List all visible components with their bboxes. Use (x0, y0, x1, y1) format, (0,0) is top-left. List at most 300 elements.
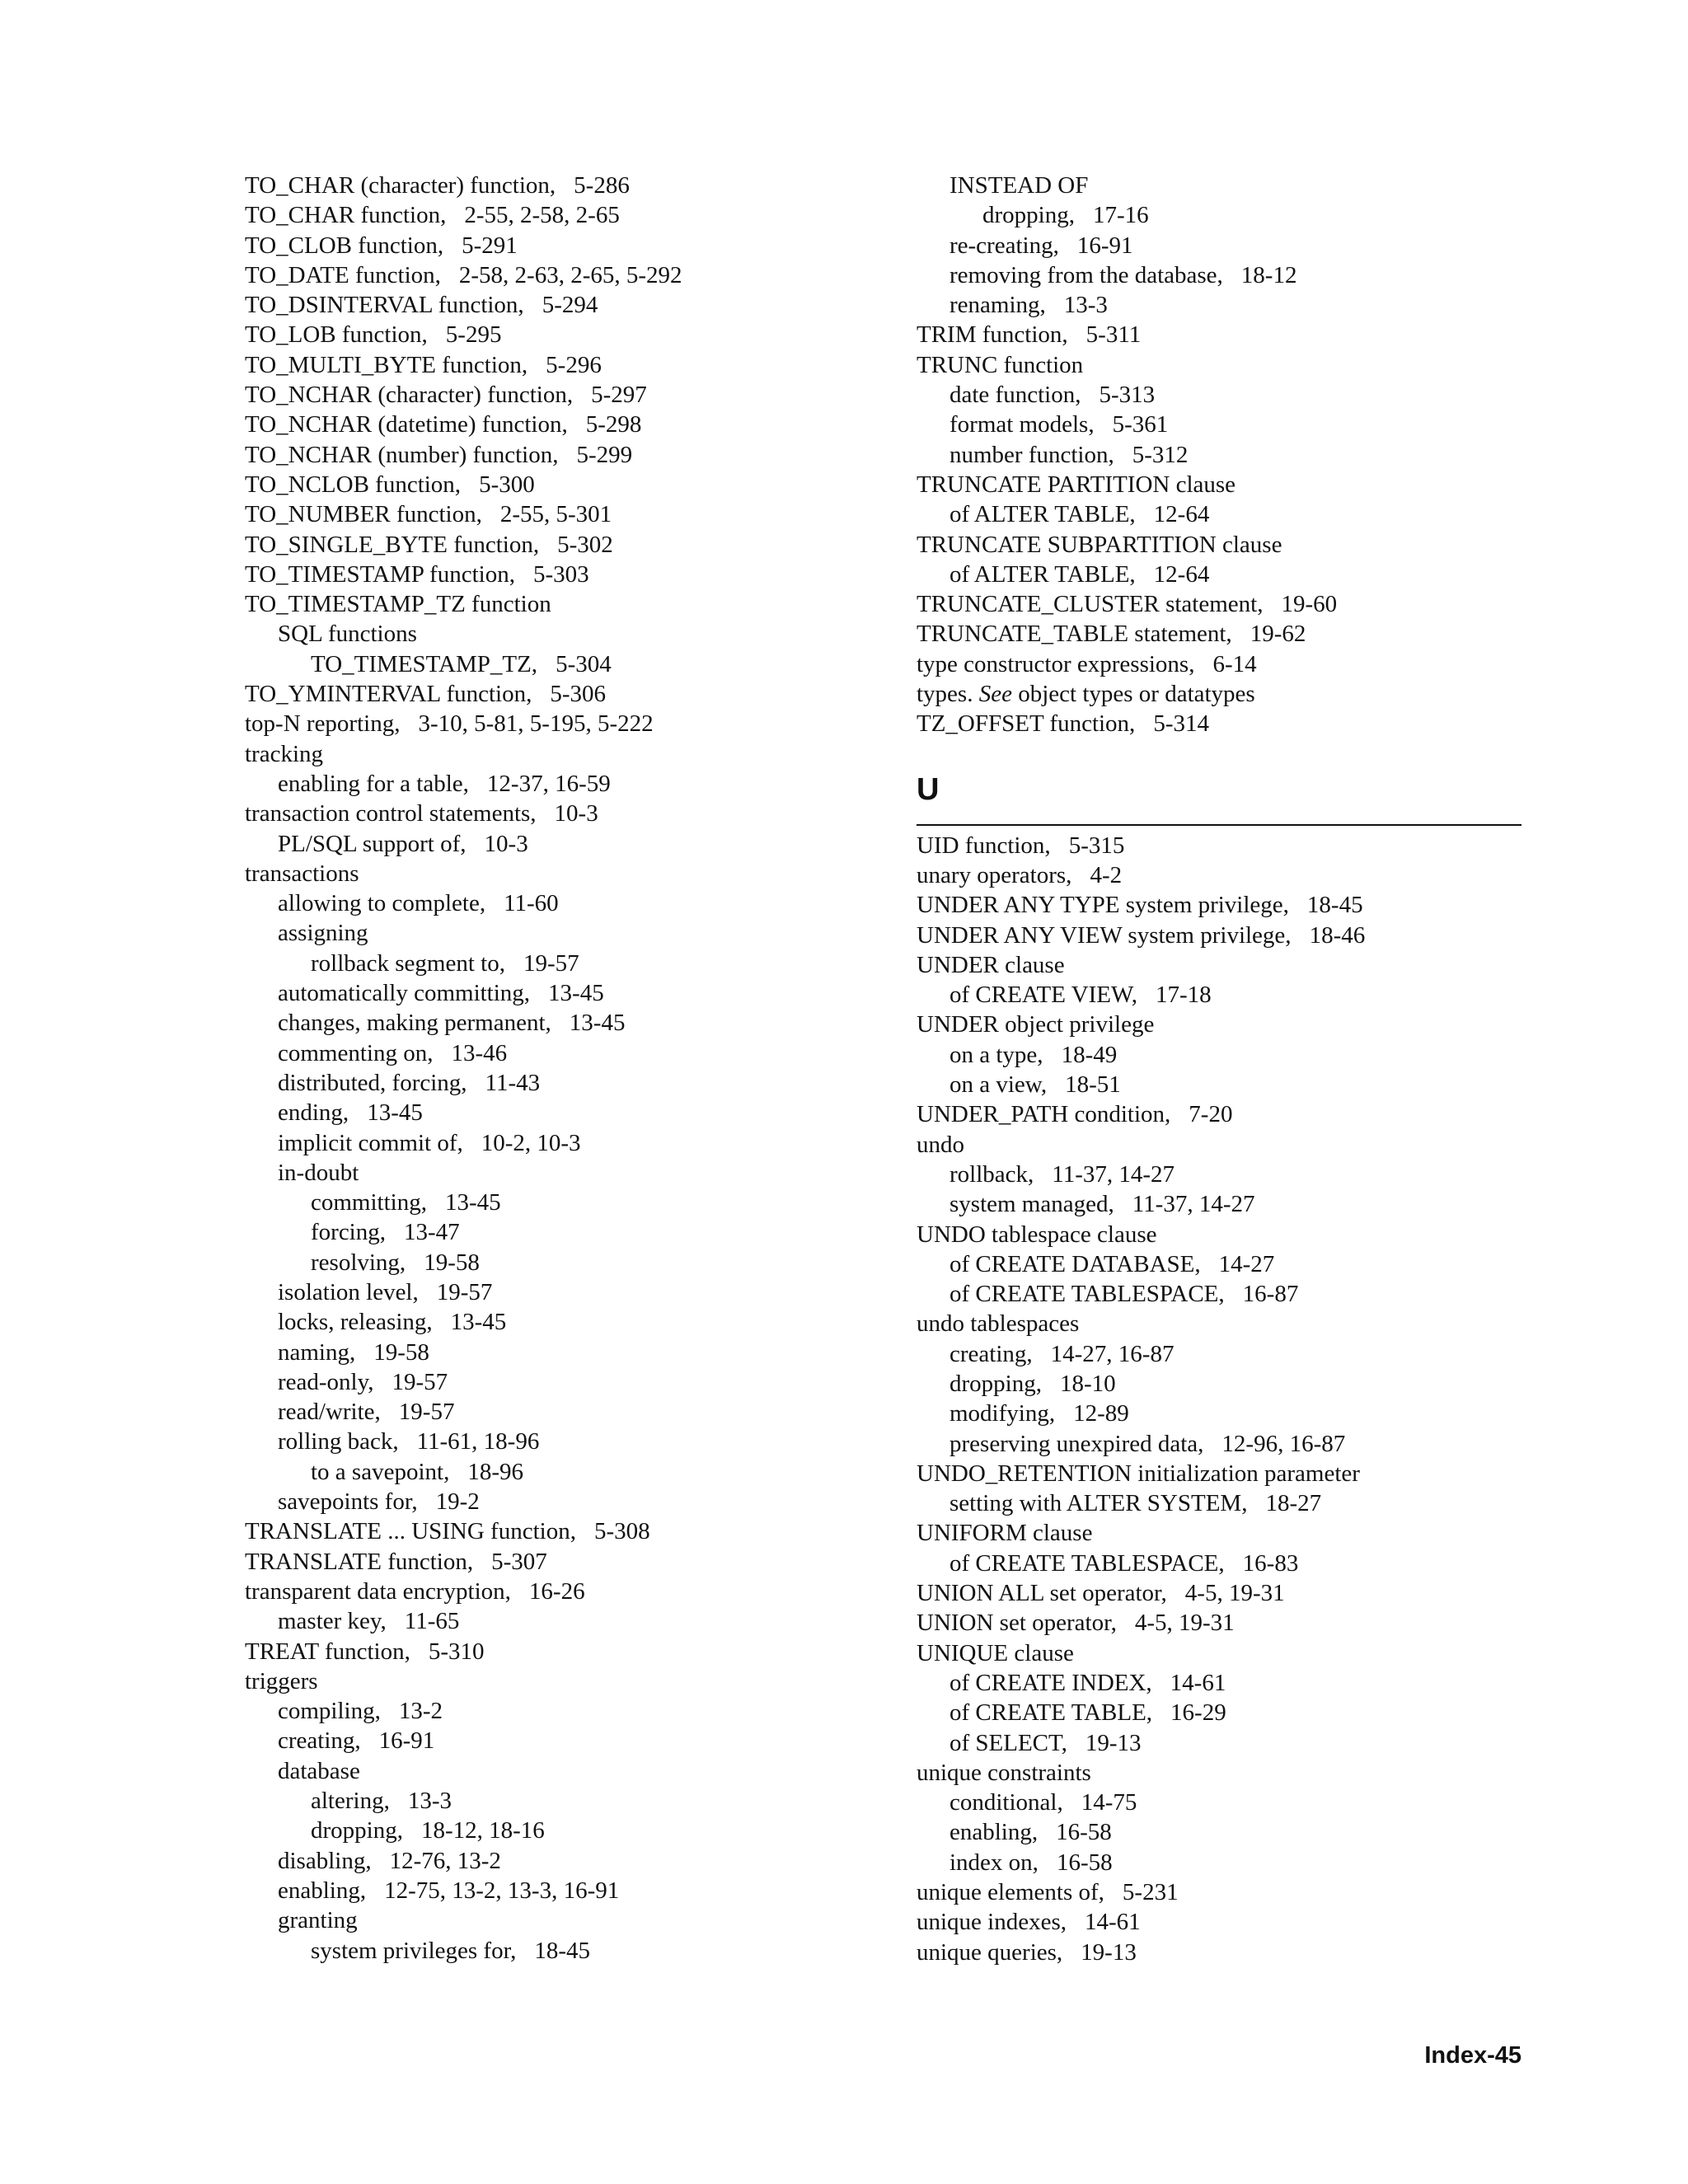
index-term: types. (917, 681, 973, 708)
index-entry (917, 589, 1522, 619)
index-entry (245, 1248, 855, 1277)
index-entry (917, 171, 1522, 200)
index-term: rollback, (950, 1160, 1034, 1188)
page-references: 16-83 (1242, 1549, 1299, 1577)
index-entry (917, 619, 1522, 649)
page-references: 18-10 (1059, 1370, 1116, 1397)
index-term: UNDER_PATH condition, (917, 1101, 1171, 1128)
page-references: 11-61, 18-96 (416, 1428, 540, 1455)
index-entry (245, 1128, 855, 1158)
index-term: triggers (245, 1667, 318, 1694)
index-term: creating, (278, 1727, 361, 1755)
index-entry (245, 1008, 855, 1038)
index-entry (245, 1786, 855, 1816)
index-term: TZ_OFFSET function, (917, 710, 1136, 738)
index-term: UNDER ANY TYPE system privilege, (917, 892, 1289, 919)
index-term: UID function, (917, 832, 1051, 859)
see-reference-target: object types or datatypes (1018, 681, 1255, 708)
page-references: 5-307 (491, 1548, 547, 1575)
index-term: format models, (950, 411, 1095, 438)
page-references: 13-45 (548, 980, 604, 1007)
page-references: 13-45 (450, 1309, 507, 1336)
page-references: 2-58, 2-63, 2-65, 5-292 (458, 261, 682, 288)
index-entry (245, 1068, 855, 1098)
index-term: to a savepoint, (311, 1458, 450, 1485)
index-term: transaction control statements, (245, 800, 537, 827)
index-entry (917, 1848, 1522, 1877)
index-entry (245, 1516, 855, 1546)
index-entry (917, 831, 1522, 860)
page-references: 5-303 (532, 560, 589, 588)
index-entry (917, 1429, 1522, 1459)
index-term: unique queries, (917, 1938, 1063, 1966)
index-term: implicit commit of, (278, 1129, 463, 1156)
index-term: master key, (278, 1608, 387, 1635)
index-entry (917, 1549, 1522, 1578)
index-entry (917, 1220, 1522, 1249)
index-entry (917, 890, 1522, 920)
index-term: index on, (950, 1849, 1039, 1876)
index-term: undo (917, 1131, 964, 1158)
index-term: unique indexes, (917, 1909, 1067, 1936)
index-term: TRUNCATE PARTITION clause (917, 471, 1236, 498)
page-references: 18-45 (534, 1937, 590, 1964)
page-references: 16-58 (1056, 1849, 1113, 1876)
index-entry (245, 410, 855, 439)
index-term: of ALTER TABLE, (950, 560, 1136, 588)
index-term: TRUNCATE_CLUSTER statement, (917, 591, 1264, 618)
page-references: 13-46 (451, 1039, 508, 1066)
index-term: top-N reporting, (245, 710, 401, 738)
page-references: 13-3 (407, 1788, 452, 1815)
index-term: TRANSLATE ... USING function, (245, 1518, 576, 1545)
page-references: 12-64 (1153, 560, 1210, 588)
index-term: TO_TIMESTAMP_TZ, (311, 650, 538, 677)
index-entry (917, 1518, 1522, 1548)
index-group-u (917, 831, 1522, 1967)
page-references: 11-60 (504, 890, 559, 917)
index-term: dropping, (950, 1370, 1042, 1397)
index-term: dropping, (982, 202, 1075, 229)
page-references: 14-27 (1218, 1250, 1275, 1277)
page-references: 12-64 (1153, 501, 1210, 528)
index-column-right (917, 171, 1522, 1967)
index-term: changes, making permanent, (278, 1010, 551, 1037)
page-references: 5-311 (1085, 321, 1142, 349)
index-term: distributed, forcing, (278, 1069, 467, 1096)
index-term: modifying, (950, 1400, 1056, 1427)
section-header-u (917, 763, 1522, 826)
index-entry (245, 171, 855, 200)
index-term: UNIFORM clause (917, 1520, 1093, 1547)
index-entry (917, 1099, 1522, 1129)
index-term: TRANSLATE function, (245, 1548, 474, 1575)
index-term: re-creating, (950, 232, 1059, 259)
page-references: 19-13 (1081, 1938, 1137, 1966)
index-term: system managed, (950, 1191, 1114, 1218)
index-entry (245, 1338, 855, 1367)
index-term: UNION ALL set operator, (917, 1580, 1167, 1607)
index-entry (917, 1279, 1522, 1309)
index-entry (917, 380, 1522, 410)
index-term: TO_YMINTERVAL function, (245, 681, 532, 708)
page-references: 10-3 (554, 800, 598, 827)
index-entry (917, 950, 1522, 980)
index-entry (917, 1010, 1522, 1039)
index-entry (245, 1397, 855, 1427)
index-entry (245, 1606, 855, 1636)
index-term: ending, (278, 1099, 349, 1127)
index-term: forcing, (311, 1219, 386, 1246)
index-entry (245, 1307, 855, 1337)
index-term: database (278, 1757, 360, 1784)
index-entry (917, 1877, 1522, 1907)
page-references: 5-286 (574, 172, 630, 199)
page-references: 5-304 (556, 650, 612, 677)
page-references: 19-2 (435, 1488, 480, 1516)
page-number: Index-45 (1424, 2042, 1522, 2069)
index-term: TO_DSINTERVAL function, (245, 292, 524, 319)
index-entry (245, 260, 855, 290)
index-term: undo tablespaces (917, 1310, 1080, 1338)
index-term: unique elements of, (917, 1879, 1104, 1906)
index-term: UNIQUE clause (917, 1639, 1074, 1666)
index-term: number function, (950, 441, 1114, 468)
index-term: type constructor expressions, (917, 650, 1195, 677)
index-entry (245, 440, 855, 470)
section-letter: U (917, 771, 940, 807)
index-term: savepoints for, (278, 1488, 418, 1516)
index-term: setting with ALTER SYSTEM, (950, 1490, 1248, 1517)
index-term: commenting on, (278, 1039, 434, 1066)
index-term: UNDER object privilege (917, 1011, 1155, 1038)
page-references: 5-300 (479, 471, 535, 498)
page-references: 18-96 (467, 1458, 523, 1485)
index-term: rollback segment to, (311, 949, 505, 977)
index-entry (917, 290, 1522, 320)
index-entry (917, 1249, 1522, 1279)
index-entry (917, 1130, 1522, 1160)
index-term: removing from the database, (950, 261, 1223, 288)
index-column-left (245, 171, 855, 1966)
index-entry (917, 200, 1522, 230)
page-references: 19-57 (436, 1278, 493, 1305)
page-references: 4-5, 19-31 (1184, 1580, 1285, 1607)
index-term: TO_TIMESTAMP_TZ function (245, 591, 551, 618)
index-entry (245, 1876, 855, 1905)
index-term: date function, (950, 382, 1081, 409)
index-entry (245, 231, 855, 260)
page-references: 16-87 (1242, 1281, 1299, 1308)
index-term: TO_LOB function, (245, 321, 428, 349)
index-entry (245, 290, 855, 320)
index-entry (245, 1936, 855, 1966)
index-term: of ALTER TABLE, (950, 501, 1136, 528)
index-term: PL/SQL support of, (278, 830, 467, 857)
index-entry (917, 1040, 1522, 1070)
index-entry (245, 530, 855, 560)
index-term: TO_NUMBER function, (245, 501, 482, 528)
index-entry (917, 679, 1522, 709)
index-entry (245, 1427, 855, 1456)
index-term: TRUNC function (917, 351, 1084, 378)
page-references: 17-16 (1092, 202, 1149, 229)
page-references: 5-295 (445, 321, 502, 349)
page-references: 16-91 (378, 1727, 435, 1755)
index-term: TO_NCLOB function, (245, 471, 462, 498)
index-term: TO_TIMESTAMP function, (245, 560, 515, 588)
index-term: compiling, (278, 1698, 381, 1725)
index-term: assigning (278, 920, 368, 947)
index-term: enabling, (278, 1877, 367, 1904)
index-entry (917, 1369, 1522, 1399)
page-references: 14-61 (1170, 1669, 1226, 1696)
index-term: rolling back, (278, 1428, 399, 1455)
index-term: locks, releasing, (278, 1309, 433, 1336)
page-references: 5-308 (593, 1518, 650, 1545)
index-term: UNION set operator, (917, 1610, 1117, 1637)
index-entry (917, 1459, 1522, 1488)
index-entry (245, 350, 855, 380)
index-term: isolation level, (278, 1278, 419, 1305)
index-term: tracking (245, 740, 324, 767)
index-term: of CREATE TABLESPACE, (950, 1549, 1225, 1577)
index-term: read-only, (278, 1368, 374, 1395)
page-references: 18-51 (1065, 1071, 1121, 1099)
index-term: of SELECT, (950, 1729, 1067, 1756)
index-entry (917, 1638, 1522, 1668)
index-entry (245, 1098, 855, 1127)
page-references: 17-18 (1155, 982, 1212, 1009)
index-term: TO_CHAR function, (245, 202, 447, 229)
index-term: renaming, (950, 292, 1046, 319)
index-term: in-doubt (278, 1159, 359, 1186)
page-references: 19-57 (523, 949, 579, 977)
page-references: 12-37, 16-59 (486, 770, 611, 797)
index-entry (917, 231, 1522, 260)
index-term: INSTEAD OF (950, 172, 1089, 199)
index-term: of CREATE INDEX, (950, 1669, 1152, 1696)
page-references: 18-46 (1309, 921, 1366, 949)
index-term: committing, (311, 1189, 427, 1216)
index-entry (245, 1905, 855, 1935)
page-references: 5-294 (542, 292, 598, 319)
index-entry (245, 589, 855, 619)
index-entry (245, 200, 855, 230)
index-entry (245, 769, 855, 799)
page-references: 18-12 (1240, 261, 1297, 288)
page-references: 5-310 (428, 1638, 485, 1665)
index-entry (245, 1577, 855, 1606)
index-entry (917, 499, 1522, 529)
page-references: 2-55, 2-58, 2-65 (464, 202, 620, 229)
page-references: 10-3 (484, 830, 528, 857)
page-references: 5-299 (576, 441, 633, 468)
index-entry (917, 530, 1522, 560)
index-term: dropping, (311, 1817, 403, 1844)
index-term: TO_CHAR (character) function, (245, 172, 556, 199)
page-references: 11-37, 14-27 (1132, 1191, 1255, 1218)
index-entry (917, 1488, 1522, 1518)
page-references: 14-61 (1085, 1909, 1141, 1936)
index-term: TRUNCATE_TABLE statement, (917, 621, 1232, 648)
index-entry (917, 1608, 1522, 1638)
page-references: 13-47 (404, 1219, 460, 1246)
page-references: 12-76, 13-2 (389, 1847, 501, 1874)
index-entry (917, 921, 1522, 950)
page-references: 19-58 (424, 1249, 480, 1276)
index-term: TRIM function, (917, 321, 1068, 349)
index-entry (917, 470, 1522, 499)
index-term: enabling for a table, (278, 770, 469, 797)
index-term: disabling, (278, 1847, 372, 1874)
index-entry (917, 410, 1522, 439)
index-entry (245, 1756, 855, 1786)
index-entry (917, 1339, 1522, 1369)
index-entry (917, 709, 1522, 738)
index-term: TO_NCHAR (character) function, (245, 382, 574, 409)
index-term: resolving, (311, 1249, 406, 1276)
index-entry (917, 1578, 1522, 1608)
page-references: 5-291 (462, 232, 518, 259)
index-term: allowing to complete, (278, 890, 486, 917)
page-references: 5-296 (546, 351, 602, 378)
index-entry (917, 1758, 1522, 1788)
index-entry (245, 1547, 855, 1577)
index-entry (917, 1698, 1522, 1727)
index-entry (917, 1817, 1522, 1847)
page-references: 5-312 (1132, 441, 1189, 468)
index-term: conditional, (950, 1789, 1063, 1816)
index-term: UNDO_RETENTION initialization parameter (917, 1460, 1360, 1487)
index-entry (245, 1816, 855, 1845)
index-entry (245, 499, 855, 529)
index-term: on a type, (950, 1041, 1043, 1068)
page-references: 14-27, 16-87 (1050, 1340, 1175, 1367)
index-entry (245, 1367, 855, 1397)
index-entry (245, 679, 855, 709)
index-term: TO_NCHAR (number) function, (245, 441, 559, 468)
index-term: of CREATE TABLE, (950, 1699, 1153, 1727)
index-entry (917, 1668, 1522, 1698)
page-references: 12-96, 16-87 (1221, 1430, 1346, 1457)
page-references: 19-57 (392, 1368, 448, 1395)
page-references: 5-313 (1099, 382, 1156, 409)
index-entry (245, 1158, 855, 1188)
index-term: read/write, (278, 1399, 381, 1426)
page-references: 13-45 (444, 1189, 501, 1216)
page-references: 5-314 (1153, 710, 1209, 738)
index-entry (245, 888, 855, 918)
index-entry (245, 619, 855, 649)
see-reference-label: See (978, 681, 1012, 708)
page-references: 5-231 (1122, 1879, 1179, 1906)
index-term: unary operators, (917, 861, 1072, 888)
index-entry (245, 649, 855, 679)
page-references: 14-75 (1081, 1789, 1137, 1816)
index-term: granting (278, 1907, 358, 1934)
index-entry (245, 709, 855, 738)
index-term: automatically committing, (278, 980, 531, 1007)
index-entry (917, 1309, 1522, 1338)
index-term: UNDER clause (917, 951, 1065, 978)
index-entry (245, 1277, 855, 1307)
index-entry (245, 1217, 855, 1247)
page-references: 12-75, 13-2, 13-3, 16-91 (384, 1877, 620, 1904)
page-references: 12-89 (1073, 1400, 1129, 1427)
index-term: UNDO tablespace clause (917, 1221, 1157, 1248)
page-references: 16-91 (1076, 232, 1133, 259)
index-entry (245, 829, 855, 859)
index-entry (917, 320, 1522, 349)
page-references: 7-20 (1189, 1101, 1233, 1128)
index-entry (245, 739, 855, 769)
index-entry (917, 1399, 1522, 1428)
index-term: enabling, (950, 1819, 1039, 1846)
index-term: altering, (311, 1788, 390, 1815)
index-entry (917, 980, 1522, 1010)
index-term: on a view, (950, 1071, 1048, 1099)
index-entry (917, 860, 1522, 890)
page-references: 5-361 (1112, 411, 1169, 438)
page-references: 13-3 (1063, 292, 1108, 319)
index-term: of CREATE VIEW, (950, 982, 1137, 1009)
page-references: 13-2 (398, 1698, 443, 1725)
page-references: 4-5, 19-31 (1134, 1610, 1235, 1637)
index-term: preserving unexpired data, (950, 1430, 1204, 1457)
index-entry (245, 978, 855, 1008)
index-entry (917, 1160, 1522, 1189)
page-references: 19-57 (398, 1399, 455, 1426)
index-entry (917, 1788, 1522, 1817)
index-entry (917, 649, 1522, 679)
index-term: naming, (278, 1338, 356, 1366)
index-term: transactions (245, 860, 359, 887)
page-references: 18-12, 18-16 (420, 1817, 545, 1844)
index-entry (917, 1907, 1522, 1937)
page-references: 5-297 (591, 382, 647, 409)
page-references: 16-58 (1056, 1819, 1112, 1846)
index-term: TRUNCATE SUBPARTITION clause (917, 531, 1282, 558)
index-entry (245, 859, 855, 888)
page-references: 18-49 (1061, 1041, 1118, 1068)
index-term: UNDER ANY VIEW system privilege, (917, 921, 1292, 949)
index-entry (245, 918, 855, 948)
index-term: TREAT function, (245, 1638, 410, 1665)
page-references: 19-58 (373, 1338, 429, 1366)
index-entry (245, 1487, 855, 1516)
index-term: of CREATE DATABASE, (950, 1250, 1201, 1277)
index-entry (245, 1188, 855, 1217)
page-references: 16-29 (1170, 1699, 1226, 1727)
index-group-t-continued (917, 171, 1522, 739)
index-entry (245, 1038, 855, 1068)
page-references: 11-43 (485, 1069, 541, 1096)
index-entry (245, 1726, 855, 1755)
page-references: 5-315 (1068, 832, 1125, 859)
page-references: 19-62 (1250, 621, 1306, 648)
index-term: TO_NCHAR (datetime) function, (245, 411, 568, 438)
index-entry (245, 1846, 855, 1876)
index-entry (917, 1070, 1522, 1099)
page-references: 19-60 (1281, 591, 1338, 618)
index-entry (917, 350, 1522, 380)
page-references: 11-65 (404, 1608, 460, 1635)
page-references: 5-298 (585, 411, 642, 438)
page-references: 11-37, 14-27 (1052, 1160, 1175, 1188)
index-term: of CREATE TABLESPACE, (950, 1281, 1225, 1308)
index-entry (245, 320, 855, 349)
